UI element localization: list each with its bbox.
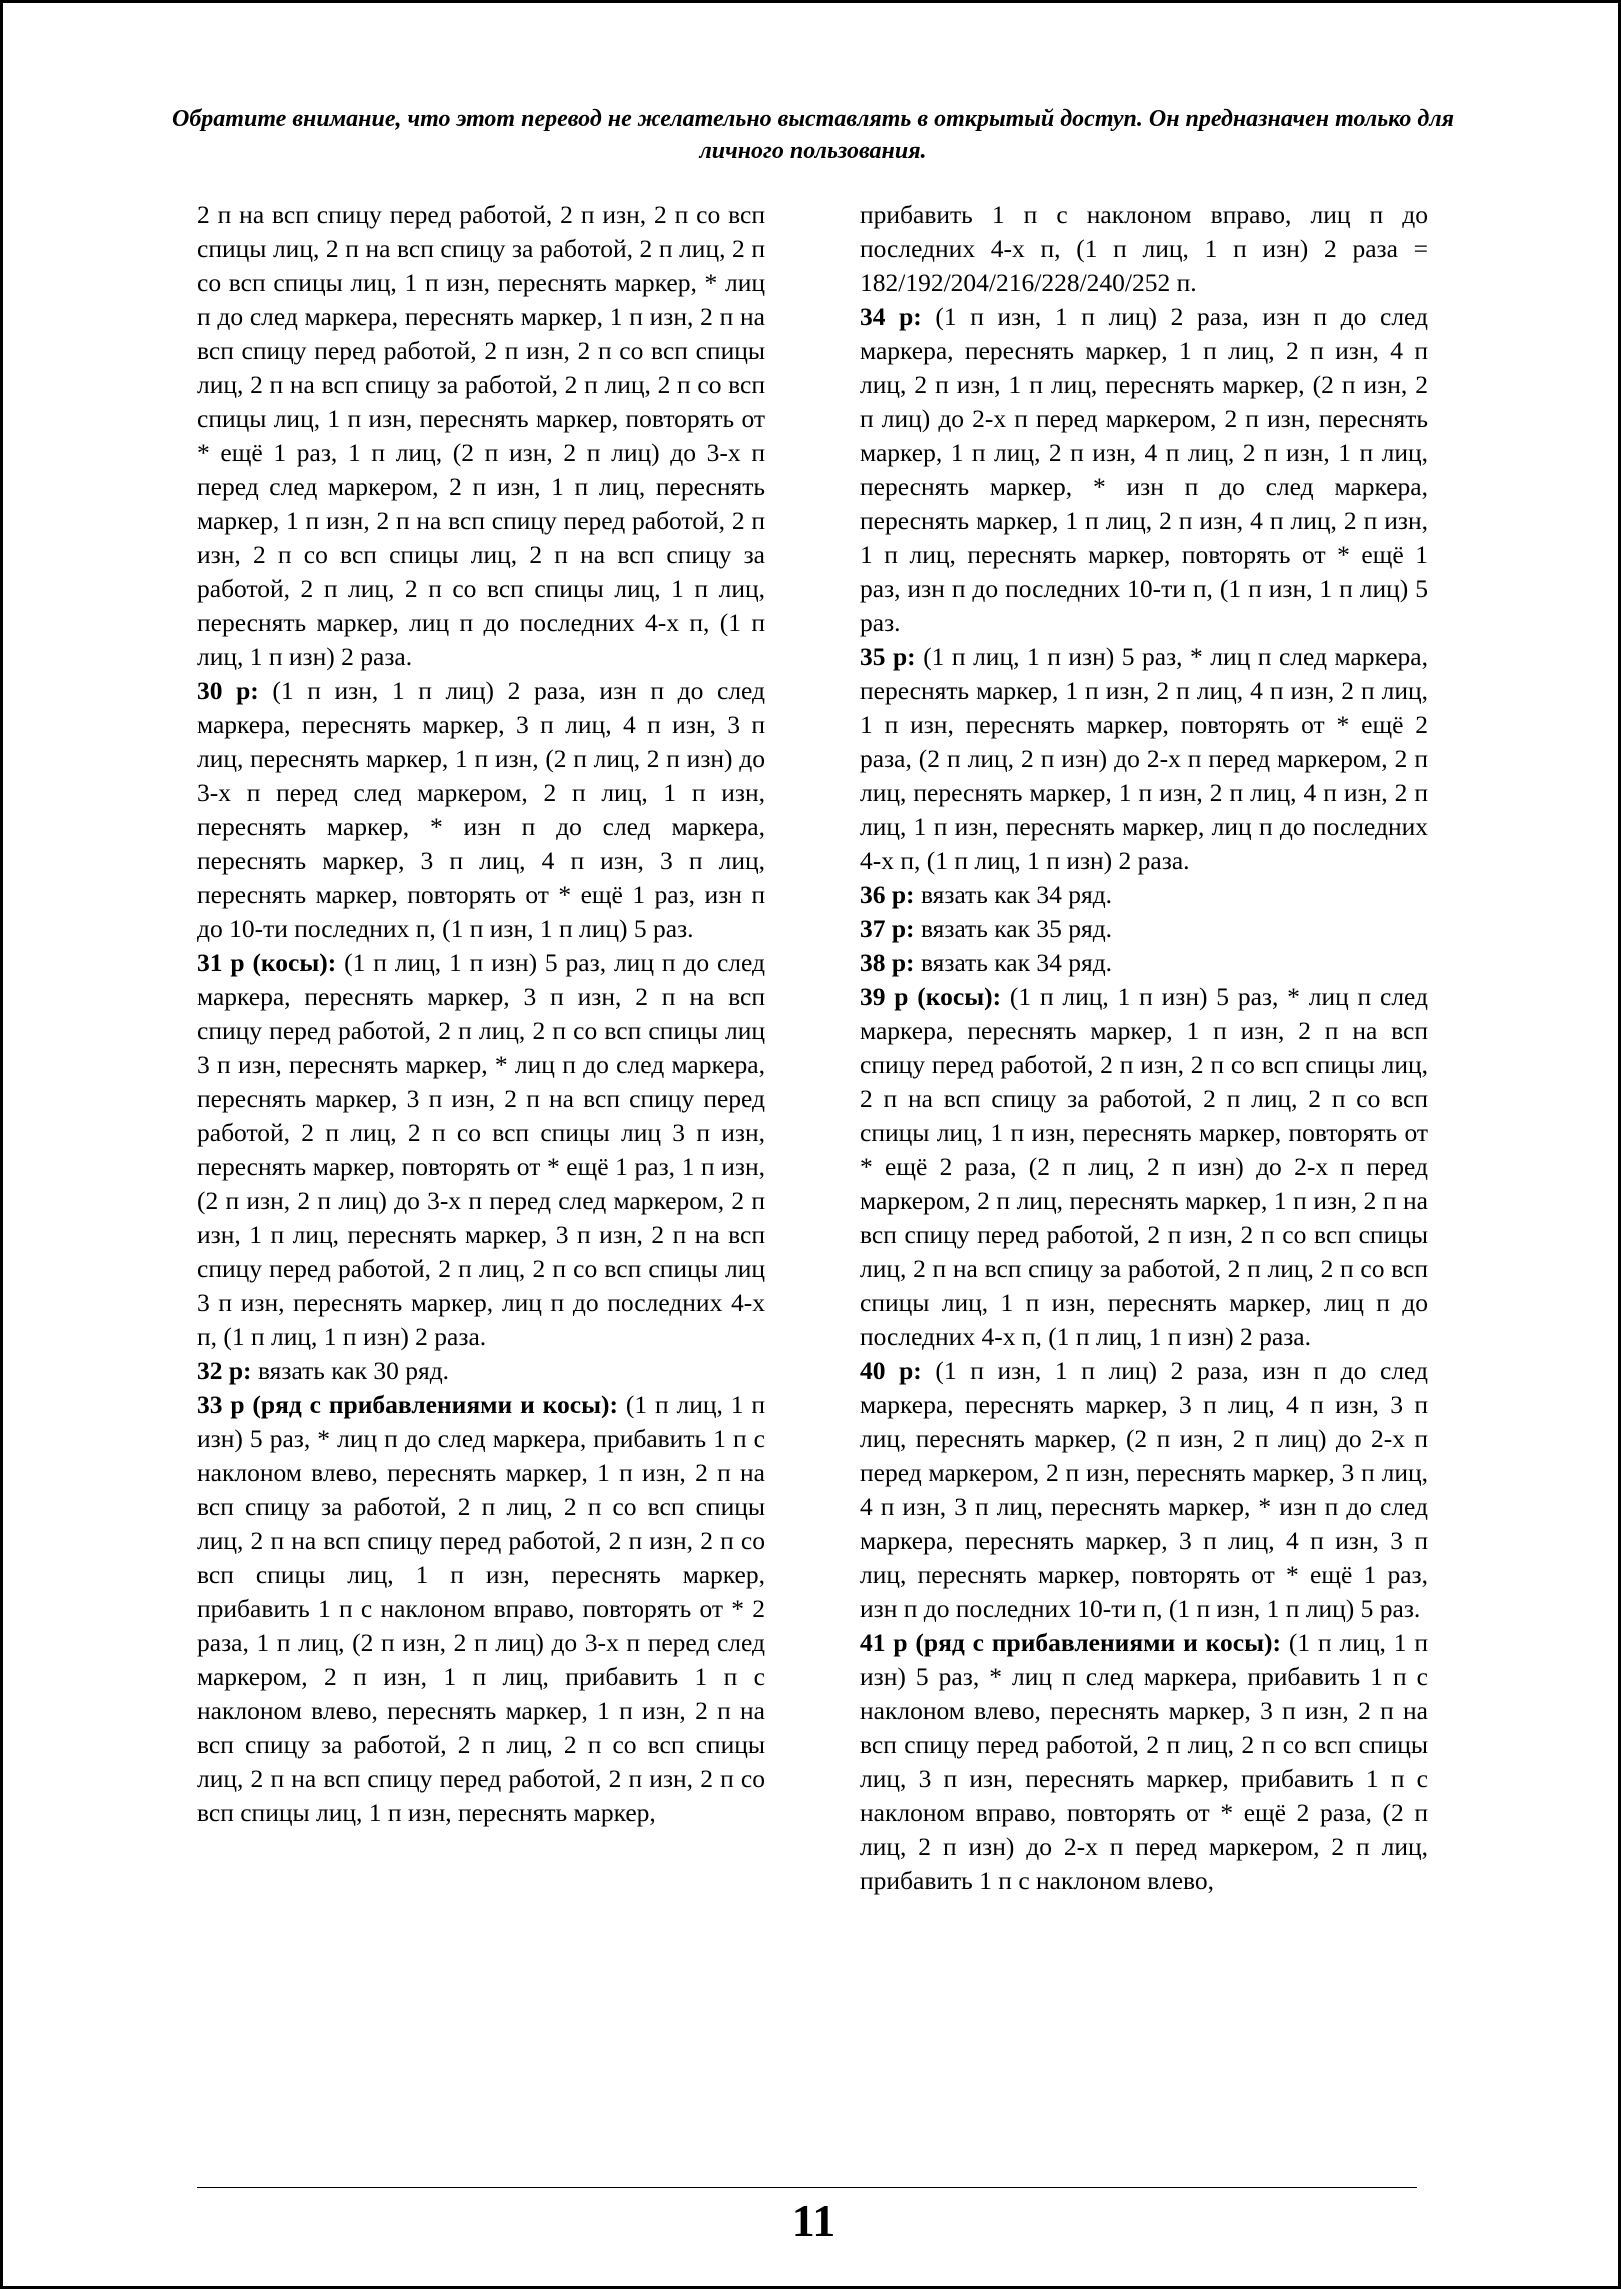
row-text: (1 п лиц, 1 п изн) 5 раз, * лиц п след маркера, переснять маркер, 1 п изн, 2 п лиц, 4 п изн, 2 п лиц, 1 п изн, переснять маркер, повторять от * ещё 2 раза, (2 п лиц, 2 п изн) до 2-х п перед маркером, 2 п лиц, переснять маркер, 1 п изн, 2 п лиц, 4 п изн, 2 п лиц, 1 п изн, переснять маркер, лиц п до последних 4-х п, (1 п лиц, 1 п изн) 2 раза.	[860, 642, 1428, 875]
page-number: 11	[791, 2195, 836, 2246]
row-33-paragraph	[197, 1388, 765, 1830]
row-text: (1 п изн, 1 п лиц) 2 раза, изн п до след маркера, переснять маркер, 3 п лиц, 4 п изн, 3 п лиц, переснять маркер, (2 п изн, 2 п лиц) до 2-х п перед маркером, 2 п изн, переснять маркер, 3 п лиц, 4 п изн, 3 п лиц, переснять маркер, * изн п до след маркера, переснять маркер, 3 п лиц, 4 п изн, 3 п лиц, переснять маркер, повторять от * ещё 1 раз, изн п до последних 10-ти п, (1 п изн, 1 п лиц) 5 раз.	[860, 1356, 1428, 1623]
row-38-paragraph	[860, 946, 1428, 980]
row-label: 41 р (ряд с прибавлениями и косы):	[860, 1628, 1281, 1657]
translation-notice: Обратите внимание, что этот перевод не желательно выставлять в открытый доступ. Он предназначен только для личного пользования.	[172, 106, 1454, 164]
row-text: (1 п лиц, 1 п изн) 5 раз, лиц п до след маркера, переснять маркер, 3 п изн, 2 п на всп спицу перед работой, 2 п лиц, 2 п со всп спицы лиц 3 п изн, переснять маркер, * лиц п до след маркера, переснять маркер, 3 п изн, 2 п на всп спицу перед работой, 2 п лиц, 2 п со всп спицы лиц 3 п изн, переснять маркер, повторять от * ещё 1 раз, 1 п изн, (2 п изн, 2 п лиц) до 3-х п перед след маркером, 2 п изн, 1 п лиц, переснять маркер, 3 п изн, 2 п на всп спицу перед работой, 2 п лиц, 2 п со всп спицы лиц 3 п изн, переснять маркер, лиц п до последних 4-х п, (1 п лиц, 1 п изн) 2 раза.	[197, 948, 765, 1351]
row-34-paragraph	[860, 300, 1428, 640]
row-label: 33 р (ряд с прибавлениями и косы):	[197, 1390, 618, 1419]
row-35-paragraph	[860, 640, 1428, 878]
row-text: (1 п лиц, 1 п изн) 5 раз, * лиц п след маркера, переснять маркер, 1 п изн, 2 п на всп спицу перед работой, 2 п изн, 2 п со всп спицы лиц, 2 п на всп спицу за работой, 2 п лиц, 2 п со всп спицы лиц, 1 п изн, переснять маркер, повторять от * ещё 2 раза, (2 п лиц, 2 п изн) до 2-х п перед маркером, 2 п лиц, переснять маркер, 1 п изн, 2 п на всп спицу перед работой, 2 п изн, 2 п со всп спицы лиц, 2 п на всп спицу за работой, 2 п лиц, 2 п со всп спицы лиц, 1 п изн, переснять маркер, лиц п до последних 4-х п, (1 п лиц, 1 п изн) 2 раза.	[860, 982, 1428, 1351]
row-30-paragraph	[197, 674, 765, 946]
row-text: (1 п изн, 1 п лиц) 2 раза, изн п до след маркера, переснять маркер, 1 п лиц, 2 п изн, 4 п лиц, 2 п изн, 1 п лиц, переснять маркер, (2 п изн, 2 п лиц) до 2-х п перед маркером, 2 п изн, переснять маркер, 1 п лиц, 2 п изн, 4 п лиц, 2 п изн, 1 п лиц, переснять маркер, * изн п до след маркера, переснять маркер, 1 п лиц, 2 п изн, 4 п лиц, 2 п изн, 1 п лиц, переснять маркер, повторять от * ещё 1 раз, изн п до последних 10-ти п, (1 п изн, 1 п лиц) 5 раз.	[860, 302, 1428, 637]
right-text-column	[860, 198, 1428, 1898]
row-label: 31 р (косы):	[197, 948, 337, 977]
row-label: 36 р:	[860, 880, 915, 909]
row-label: 39 р (косы):	[860, 982, 1002, 1011]
row-text: (1 п лиц, 1 п изн) 5 раз, * лиц п до след маркера, прибавить 1 п с наклоном влево, переснять маркер, 1 п изн, 2 п на всп спицу за работой, 2 п лиц, 2 п со всп спицы лиц, 2 п на всп спицу перед работой, 2 п изн, 2 п со всп спицы лиц, 1 п изн, переснять маркер, прибавить 1 п с наклоном вправо, повторять от * 2 раза, 1 п лиц, (2 п изн, 2 п лиц) до 3-х п перед след маркером, 2 п изн, 1 п лиц, прибавить 1 п с наклоном влево, переснять маркер, 1 п изн, 2 п на всп спицу за работой, 2 п лиц, 2 п со всп спицы лиц, 2 п на всп спицу перед работой, 2 п изн, 2 п со всп спицы лиц, 1 п изн, переснять маркер,	[197, 1390, 765, 1827]
row-text: (1 п лиц, 1 п изн) 5 раз, * лиц п след маркера, прибавить 1 п с наклоном влево, переснять маркер, 3 п изн, 2 п на всп спицу перед работой, 2 п лиц, 2 п со всп спицы лиц, 3 п изн, переснять маркер, прибавить 1 п с наклоном вправо, повторять от * ещё 2 раза, (2 п лиц, 2 п изн) до 2-х п перед маркером, 2 п лиц, прибавить 1 п с наклоном влево,	[860, 1628, 1428, 1895]
row-36-paragraph	[860, 878, 1428, 912]
row-label: 37 р:	[860, 914, 915, 943]
row-text: (1 п изн, 1 п лиц) 2 раза, изн п до след маркера, переснять маркер, 3 п лиц, 4 п изн, 3 п лиц, переснять маркер, 1 п изн, (2 п лиц, 2 п изн) до 3-х п перед след маркером, 2 п лиц, 1 п изн, переснять маркер, * изн п до след маркера, переснять маркер, 3 п лиц, 4 п изн, 3 п лиц, переснять маркер, повторять от * ещё 1 раз, изн п до 10-ти последних п, (1 п изн, 1 п лиц) 5 раз.	[197, 676, 765, 943]
row-40-paragraph	[860, 1354, 1428, 1626]
row-32-paragraph	[197, 1354, 765, 1388]
row-label: 35 р:	[860, 642, 916, 671]
row-text: вязать как 30 ряд.	[251, 1356, 450, 1385]
row-39-paragraph	[860, 980, 1428, 1354]
row-label: 38 р:	[860, 948, 915, 977]
left-text-column	[197, 198, 765, 1830]
paragraph-continuation	[197, 198, 765, 674]
row-text: 2 п на всп спицу перед работой, 2 п изн, 2 п со всп спицы лиц, 2 п на всп спицу за работой, 2 п лиц, 2 п со всп спицы лиц, 1 п изн, переснять маркер, * лиц п до след маркера, переснять маркер, 1 п изн, 2 п на всп спицу перед работой, 2 п изн, 2 п со всп спицы лиц, 2 п на всп спицу за работой, 2 п лиц, 2 п со всп спицы лиц, 1 п изн, переснять маркер, повторять от * ещё 1 раз, 1 п лиц, (2 п изн, 2 п лиц) до 3-х п перед след маркером, 2 п изн, 1 п лиц, переснять маркер, 1 п изн, 2 п на всп спицу перед работой, 2 п изн, 2 п со всп спицы лиц, 2 п на всп спицу за работой, 2 п лиц, 2 п со всп спицы лиц, 1 п лиц, переснять маркер, лиц п до последних 4-х п, (1 п лиц, 1 п изн) 2 раза.	[197, 200, 765, 671]
row-text: прибавить 1 п с наклоном вправо, лиц п до последних 4-х п, (1 п лиц, 1 п изн) 2 раза = 182/192/204/216/228/240/252 п.	[860, 200, 1428, 297]
row-31-paragraph	[197, 946, 765, 1354]
paragraph-continuation	[860, 198, 1428, 300]
row-41-paragraph	[860, 1626, 1428, 1898]
row-label: 30 р:	[197, 676, 259, 705]
row-text: вязать как 34 ряд.	[914, 948, 1113, 977]
row-37-paragraph	[860, 912, 1428, 946]
row-label: 32 р:	[197, 1356, 252, 1385]
row-text: вязать как 35 ряд.	[914, 914, 1113, 943]
row-label: 34 р:	[860, 302, 922, 331]
row-text: вязать как 34 ряд.	[914, 880, 1113, 909]
row-label: 40 р:	[860, 1356, 922, 1385]
footer-divider	[197, 2187, 1417, 2188]
